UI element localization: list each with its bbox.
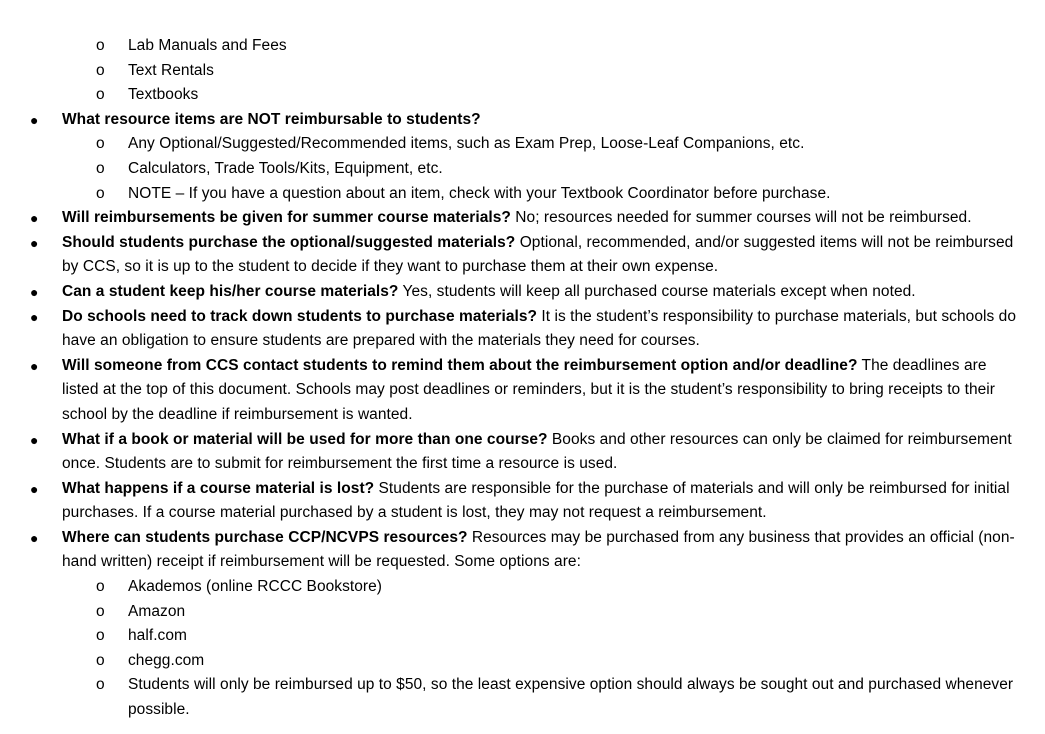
list-item-text: Textbooks — [128, 86, 199, 104]
faq-item — [0, 280, 1045, 305]
sub-bullet: o — [96, 184, 105, 202]
list-item-text: Lab Manuals and Fees — [128, 37, 287, 54]
faq-question: Will reimbursements be given for summer course materials? — [62, 209, 511, 227]
faq-question: What happens if a course material is lost? — [62, 479, 375, 497]
list-item-text: Students will only be reimbursed up to $50, so the least expensive option should always be sought out and purchased whenever possible. — [128, 676, 1014, 719]
sub-bullet: o — [96, 676, 105, 694]
faq-answer: Resources may be purchased from any business that provides an official (non-hand written) receipt if reimbursement will be requested. Some options are: — [62, 528, 1015, 571]
faq-question: Should students purchase the optional/suggested materials? — [62, 233, 516, 251]
sub-bullet: o — [96, 135, 105, 153]
bullet: ● — [30, 431, 39, 448]
bullet: ● — [30, 111, 39, 128]
list-item — [0, 575, 1045, 600]
list-item-text: Any Optional/Suggested/Recommended items, such as Exam Prep, Loose-Leaf Companions, etc. — [128, 135, 805, 153]
bullet: ● — [30, 308, 39, 325]
sub-bullet: o — [96, 651, 105, 669]
sub-bullet: o — [96, 37, 105, 54]
list-item-text: Text Rentals — [128, 61, 214, 79]
sub-bullet: o — [96, 578, 105, 596]
faq-question: Do schools need to track down students to purchase materials? — [62, 307, 538, 325]
faq-answer: Yes, students will keep all purchased course materials except when noted. — [398, 282, 916, 300]
faq-item — [0, 206, 1045, 231]
faq-question: Will someone from CCS contact students to remind them about the reimbursement option and/or deadline? — [62, 356, 858, 374]
faq-item — [0, 428, 1045, 477]
list-item — [0, 132, 1045, 157]
faq-item — [0, 305, 1045, 354]
faq-item — [0, 354, 1045, 428]
list-item — [0, 157, 1045, 182]
faq-answer: No; resources needed for summer courses will not be reimbursed. — [510, 209, 972, 227]
list-item — [0, 649, 1045, 674]
faq-question: What if a book or material will be used for more than one course? — [62, 430, 548, 448]
list-item — [0, 83, 1045, 108]
bullet: ● — [30, 283, 39, 300]
list-item-text: half.com — [128, 627, 187, 645]
faq-item — [0, 231, 1045, 280]
sub-bullet: o — [96, 602, 105, 620]
bullet: ● — [30, 234, 39, 251]
faq-answer: Optional, recommended, and/or suggested items will not be reimbursed by CCS, so it is up to the student to decide if they want to purchase them at their own expense. — [62, 233, 1014, 276]
sub-bullet: o — [96, 159, 105, 177]
list-item — [0, 182, 1045, 207]
list-item-text: chegg.com — [128, 651, 205, 669]
bullet: ● — [30, 357, 39, 374]
bullet: ● — [30, 529, 39, 546]
list-item — [0, 59, 1045, 84]
faq-item — [0, 477, 1045, 526]
bullet: ● — [30, 480, 39, 497]
list-item — [0, 600, 1045, 625]
list-item — [0, 624, 1045, 649]
faq-answer: Students are responsible for the purchase of materials and will only be reimbursed for initial purchases. If a course material purchased by a student is lost, they may not request a reimbursement. — [62, 479, 1010, 522]
list-item-text: Calculators, Trade Tools/Kits, Equipment, etc. — [128, 159, 443, 177]
faq-question: Where can students purchase CCP/NCVPS resources? — [62, 528, 468, 546]
list-item — [0, 673, 1045, 722]
sub-bullet: o — [96, 86, 105, 104]
sub-bullet: o — [96, 627, 105, 645]
faq-item — [0, 526, 1045, 575]
bullet: ● — [30, 210, 39, 227]
list-item — [0, 34, 1045, 59]
faq-answer: It is the student’s responsibility to purchase materials, but schools do have an obligation to ensure students are prepared with the materials they need for courses. — [62, 307, 1016, 350]
sub-bullet: o — [96, 61, 105, 79]
faq-answer: Books and other resources can only be claimed for reimbursement once. Students are to submit for reimbursement the first time a resource is used. — [62, 430, 1012, 473]
list-item-text: Akademos (online RCCC Bookstore) — [128, 578, 383, 596]
list-item-text: NOTE – If you have a question about an item, check with your Textbook Coordinator before purchase. — [128, 184, 831, 202]
faq-question: What resource items are NOT reimbursable to students? — [62, 110, 481, 128]
faq-question: Can a student keep his/her course materials? — [62, 282, 399, 300]
faq-answer: The deadlines are listed at the top of this document. Schools may post deadlines or reminders, but it is the student’s responsibility to bring receipts to their school by the deadline if reimbursement is wanted. — [62, 356, 995, 423]
list-item-text: Amazon — [128, 602, 186, 620]
faq-item — [0, 108, 1045, 133]
